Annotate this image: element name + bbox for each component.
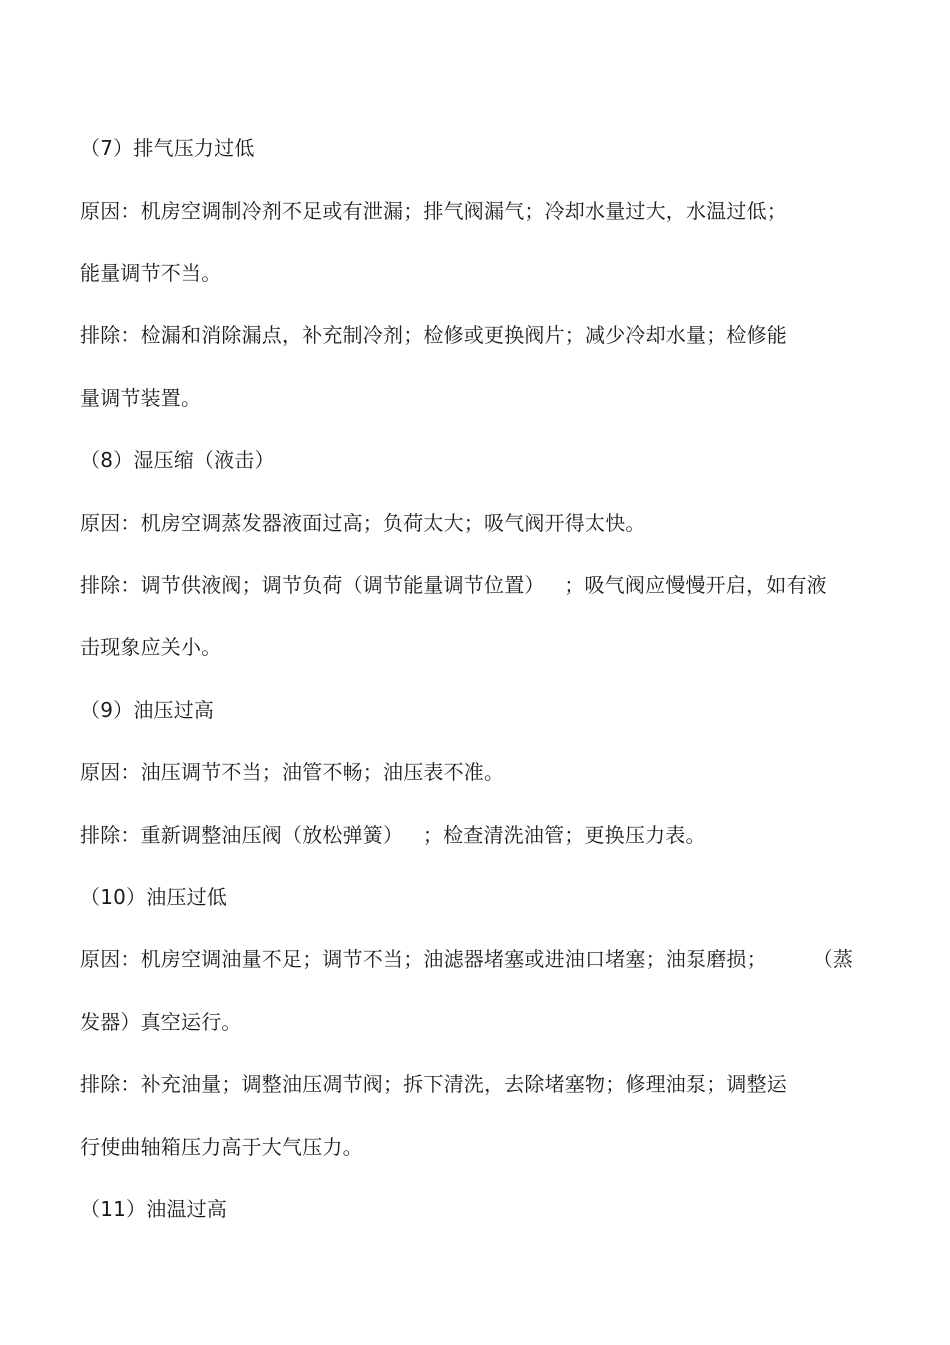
paragraph-line: 排除：重新调整油压阀（放松弹簧） ；检查清洗油管；更换压力表。 <box>80 823 706 847</box>
paragraph-line: 量调节装置。 <box>80 386 202 410</box>
paragraph-line: 排除：检漏和消除漏点，补充制冷剂；检修或更换阀片；减少冷却水量；检修能 <box>80 323 787 347</box>
section-heading-11: （11）油温过高 <box>80 1197 228 1221</box>
paragraph-line: 能量调节不当。 <box>80 261 222 285</box>
paragraph-line: 发器）真空运行。 <box>80 1010 242 1034</box>
paragraph-line: 排除：调节供液阀；调节负荷（调节能量调节位置） ；吸气阀应慢慢开启，如有液 <box>80 573 827 597</box>
paragraph-line: 原因：机房空调制冷剂不足或有泄漏；排气阀漏气；冷却水量过大，水温过低； <box>80 199 787 223</box>
paragraph-line: 行使曲轴箱压力高于大气压力。 <box>80 1135 363 1159</box>
paragraph-line: 原因：机房空调蒸发器液面过高；负荷太大；吸气阀开得太快。 <box>80 511 646 535</box>
paragraph-line: 排除：补充油量；调整油压凋节阀；拆下清洗，去除堵塞物；修理油泵；调整运 <box>80 1072 787 1096</box>
paragraph-line: 原因：油压调节不当；油管不畅；油压表不准。 <box>80 760 505 784</box>
paragraph-line: 击现象应关小。 <box>80 635 222 659</box>
paragraph-line: 原因：机房空调油量不足；调节不当；油滤器堵塞或进油口堵塞；油泵磨损； （蒸 <box>80 947 854 971</box>
section-heading-10: （10）油压过低 <box>80 885 228 909</box>
section-heading-9: （9）油压过高 <box>80 698 215 722</box>
section-heading-7: （7）排气压力过低 <box>80 136 255 160</box>
section-heading-8: （8）湿压缩（液击） <box>80 448 275 472</box>
